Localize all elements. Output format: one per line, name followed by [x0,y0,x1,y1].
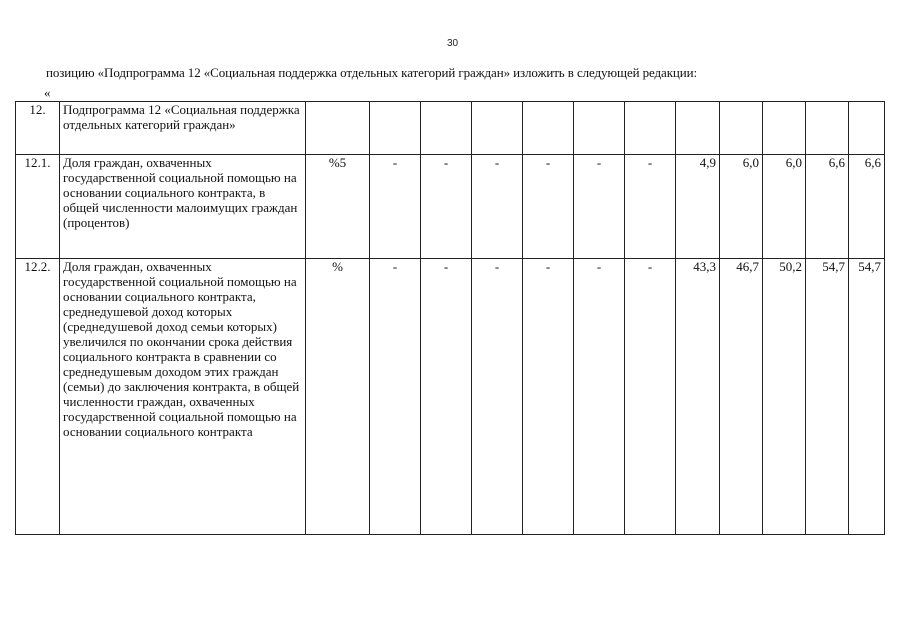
row-number: 12. [16,102,60,155]
value-cell: 4,9 [676,155,720,259]
value-cell: - [370,259,421,535]
value-cell: 6,0 [720,155,763,259]
value-cell: 6,6 [806,155,849,259]
indicator-name: Доля граждан, охваченных государственной социальной помощью на основании социального контракта, в общей численности малоимущих граждан (процентов) [60,155,306,259]
row-number: 12.2. [16,259,60,535]
subprogram-table [15,101,885,535]
page-number: 30 [446,38,459,49]
row-number: 12.1. [16,155,60,259]
table-row-indicator [16,259,885,535]
empty-cell [523,102,574,155]
value-cell: 43,3 [676,259,720,535]
empty-cell [421,102,472,155]
empty-cell [849,102,885,155]
value-cell: - [574,259,625,535]
empty-cell [763,102,806,155]
value-cell: - [472,155,523,259]
indicator-name: Доля граждан, охваченных государственной социальной помощью на основании социального контракта, среднедушевой доход которых (среднедушевой доход семьи которых) увеличился по окончании срока действия социального контракта в сравнении со среднедушевым доходом этих граждан (семьи) до заключения контракта, в общей численности граждан, охваченных государственной социальной помощью на основании социального контракта [60,259,306,535]
empty-cell [370,102,421,155]
empty-cell [625,102,676,155]
value-cell: 54,7 [849,259,885,535]
table-row-indicator [16,155,885,259]
value-cell: 54,7 [806,259,849,535]
value-cell: - [574,155,625,259]
empty-cell [806,102,849,155]
empty-cell [306,102,370,155]
value-cell: 6,0 [763,155,806,259]
empty-cell [472,102,523,155]
subprogram-title: Подпрограмма 12 «Социальная поддержка отдельных категорий граждан» [60,102,306,155]
unit-cell: % [306,259,370,535]
empty-cell [676,102,720,155]
value-cell: - [421,259,472,535]
unit-cell: %5 [306,155,370,259]
table-row-subprogram [16,102,885,155]
opening-quote-mark: « [44,85,51,100]
value-cell: 6,6 [849,155,885,259]
value-cell: - [370,155,421,259]
value-cell: - [625,259,676,535]
value-cell: - [472,259,523,535]
value-cell: - [523,259,574,535]
value-cell: - [421,155,472,259]
empty-cell [574,102,625,155]
value-cell: - [625,155,676,259]
value-cell: - [523,155,574,259]
value-cell: 50,2 [763,259,806,535]
value-cell: 46,7 [720,259,763,535]
intro-paragraph: позицию «Подпрограмма 12 «Социальная поддержка отдельных категорий граждан» изложить в следующей редакции: [46,65,698,80]
empty-cell [720,102,763,155]
